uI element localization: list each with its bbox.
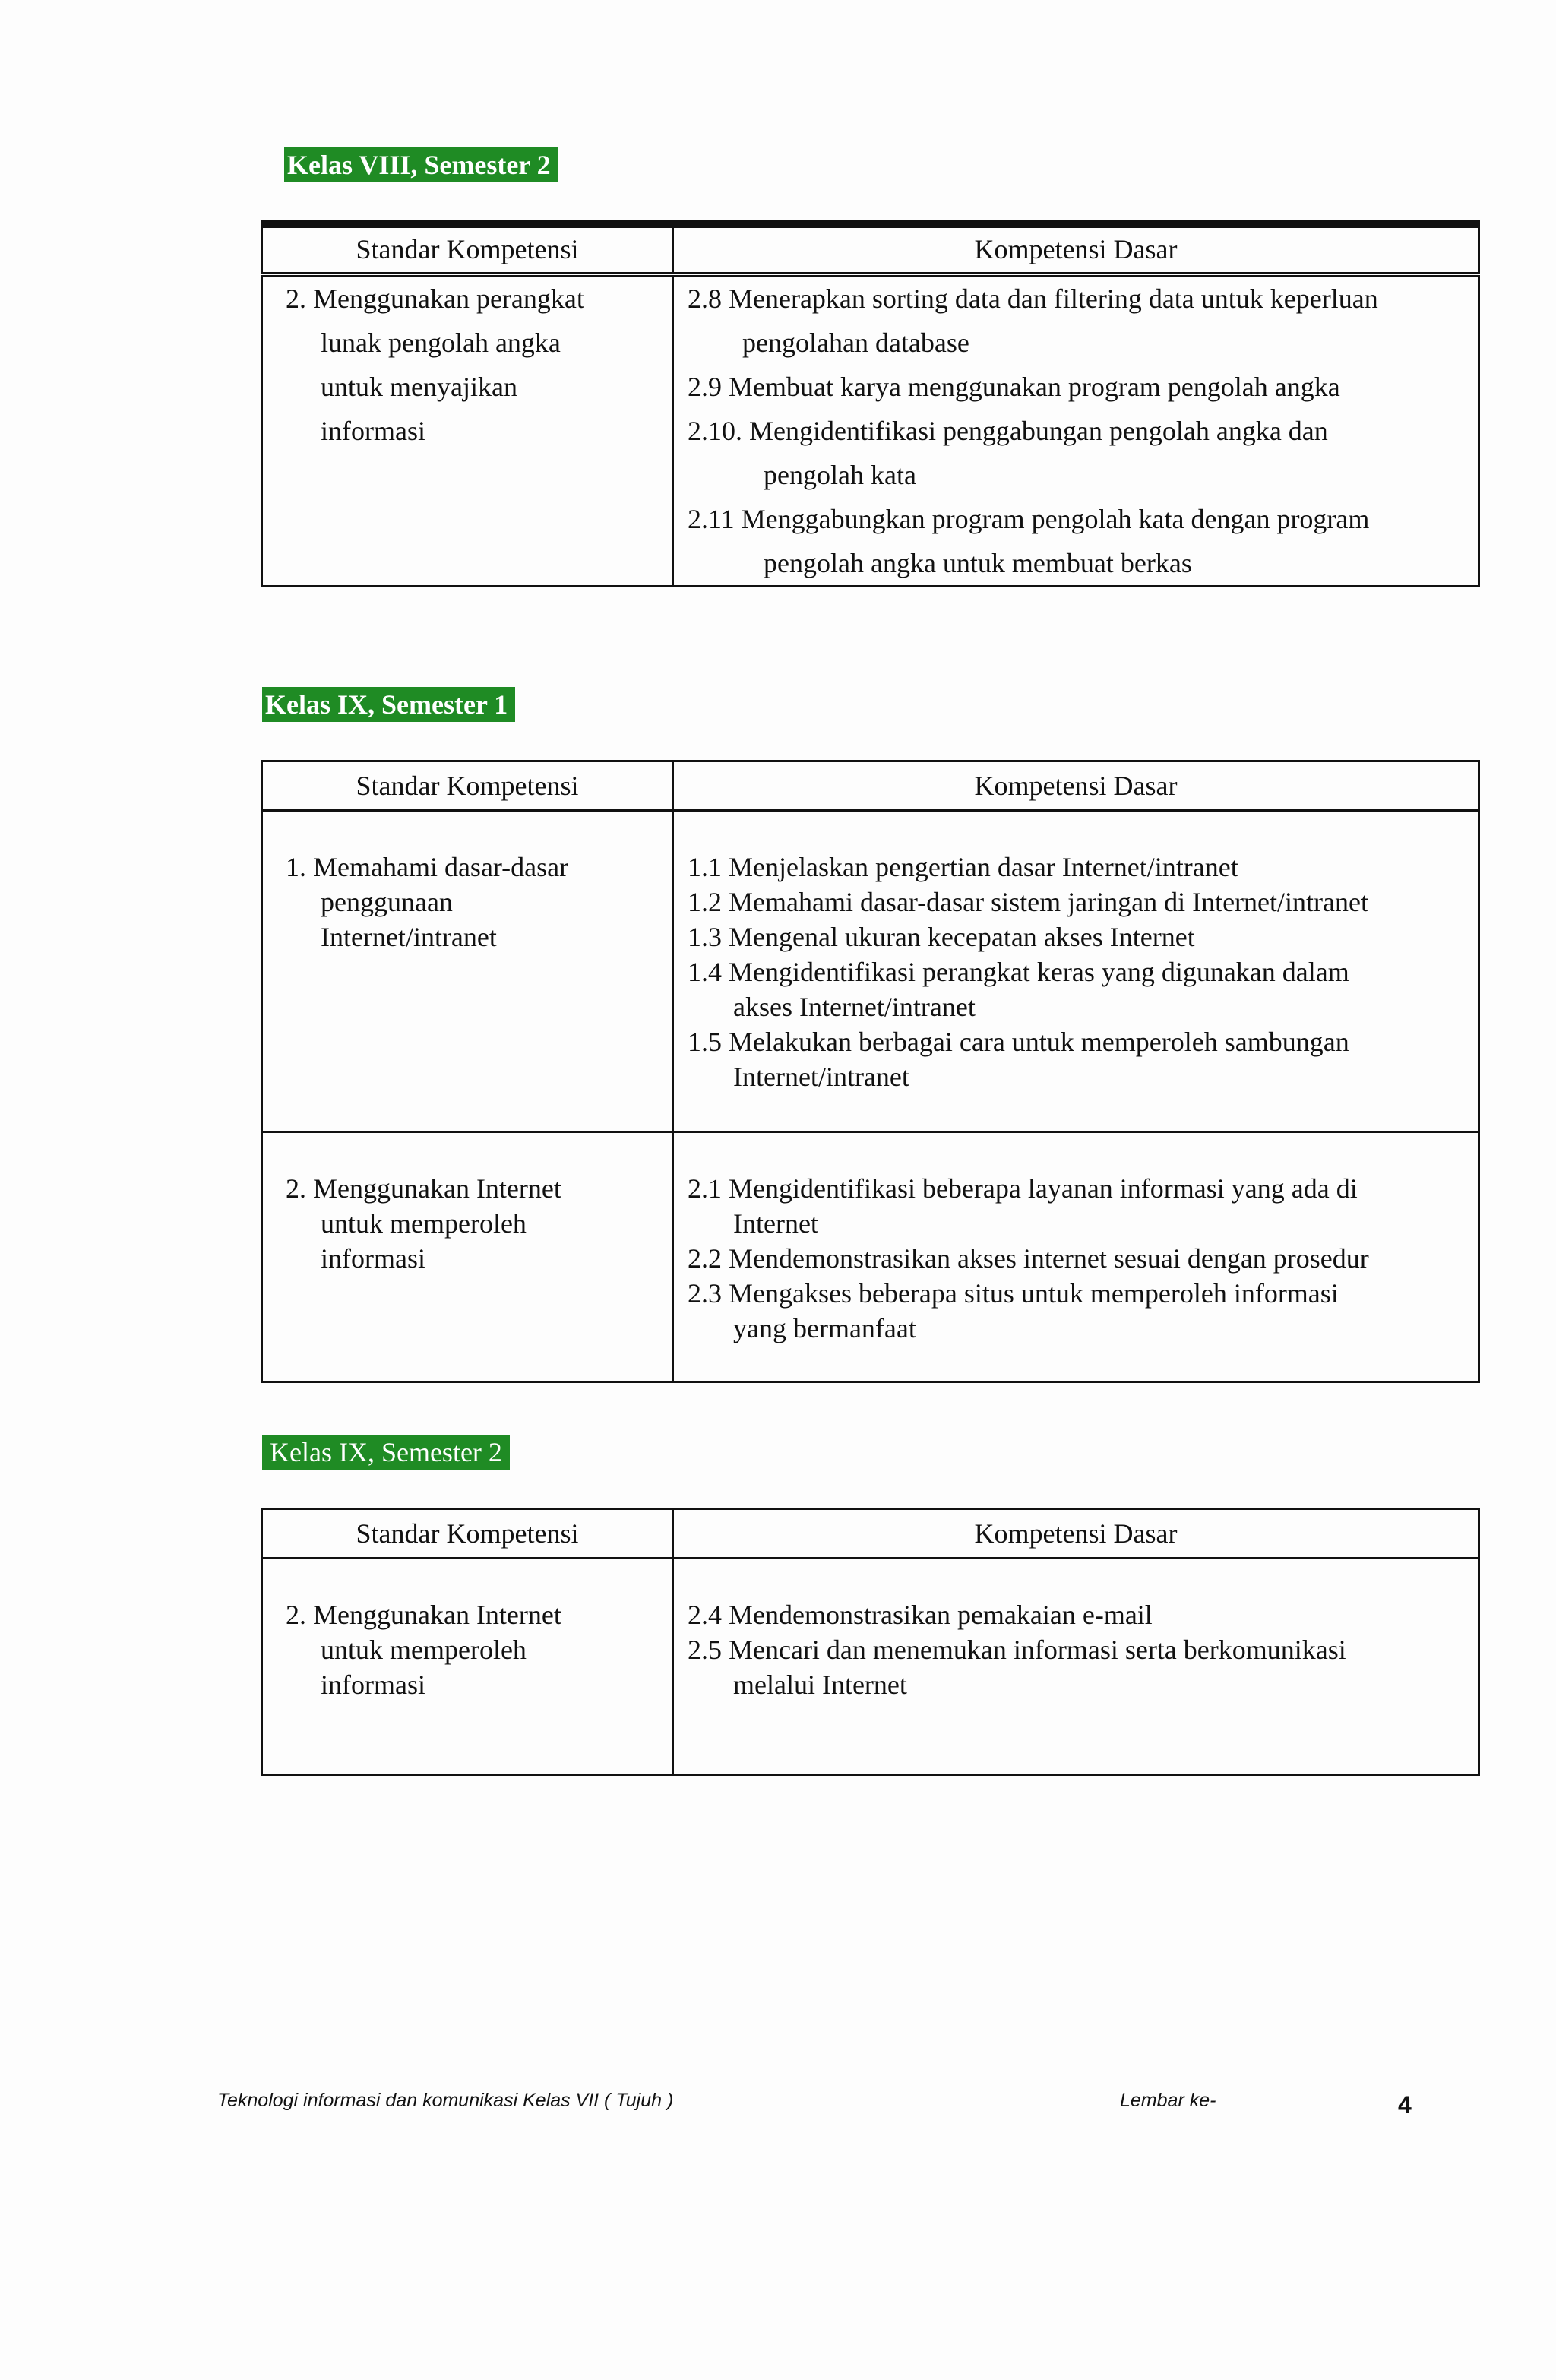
header-standar-kompetensi: Standar Kompetensi: [262, 761, 673, 811]
sk-line: 1. Memahami dasar-dasar: [286, 852, 569, 882]
sk-line: informasi: [321, 1243, 425, 1274]
kompetensi-dasar-cell: [673, 1132, 1479, 1382]
kd-line: 2.2 Mendemonstrasikan akses internet sesuai dengan prosedur: [688, 1243, 1369, 1274]
kd-line: 1.1 Menjelaskan pengertian dasar Internet/intranet: [688, 852, 1238, 882]
standar-kompetensi-cell: [262, 811, 673, 1132]
table-header-row: [262, 224, 1479, 274]
kd-line: 1.5 Melakukan berbagai cara untuk memperoleh sambungan: [688, 1027, 1349, 1057]
competency-table-kelas-ix-semester-1: [261, 760, 1480, 1383]
header-kompetensi-dasar: Kompetensi Dasar: [673, 1509, 1479, 1559]
standar-kompetensi-cell: [262, 1559, 673, 1775]
header-standar-kompetensi: Standar Kompetensi: [262, 224, 673, 274]
table-header-row: [262, 1509, 1479, 1559]
kd-line: 2.9 Membuat karya menggunakan program pengolah angka: [688, 372, 1340, 402]
section-label-kelas-ix-semester-2: Kelas IX, Semester 2: [262, 1435, 510, 1470]
kd-line: 2.4 Mendemonstrasikan pemakaian e-mail: [688, 1600, 1153, 1630]
kompetensi-dasar-cell: [673, 1559, 1479, 1775]
footer-title: Teknologi informasi dan komunikasi Kelas VII ( Tujuh ): [217, 2090, 674, 2111]
kd-line: 1.2 Memahami dasar-dasar sistem jaringan di Internet/intranet: [688, 887, 1368, 917]
table-header-row: [262, 761, 1479, 811]
kd-line: 2.3 Mengakses beberapa situs untuk memperoleh informasi: [688, 1278, 1339, 1309]
kd-line: pengolah angka untuk membuat berkas: [764, 548, 1192, 578]
footer-sheet-label: Lembar ke-: [1120, 2090, 1216, 2111]
sk-line: informasi: [321, 416, 425, 446]
sk-line: untuk memperoleh: [321, 1208, 527, 1239]
section-label-kelas-ix-semester-1: Kelas IX, Semester 1: [262, 687, 515, 722]
sk-line: 2. Menggunakan perangkat: [286, 283, 584, 314]
kd-line: pengolahan database: [742, 328, 969, 358]
standar-kompetensi-cell: [262, 1132, 673, 1382]
page-number: 4: [1398, 2091, 1412, 2119]
sk-line: untuk memperoleh: [321, 1635, 527, 1665]
sk-line: lunak pengolah angka: [321, 328, 561, 358]
header-kompetensi-dasar: Kompetensi Dasar: [673, 224, 1479, 274]
competency-table-kelas-viii-semester-2: [261, 220, 1480, 587]
header-standar-kompetensi: Standar Kompetensi: [262, 1509, 673, 1559]
kd-line: 2.5 Mencari dan menemukan informasi serta berkomunikasi: [688, 1635, 1346, 1665]
kompetensi-dasar-cell: [673, 811, 1479, 1132]
sk-line: penggunaan: [321, 887, 453, 917]
competency-table-kelas-ix-semester-2: [261, 1508, 1480, 1776]
kd-line: 2.1 Mengidentifikasi beberapa layanan informasi yang ada di: [688, 1173, 1358, 1204]
standar-kompetensi-cell: [262, 274, 673, 587]
table-row: [262, 1132, 1479, 1382]
table-row: [262, 274, 1479, 587]
kd-line: melalui Internet: [733, 1669, 907, 1700]
sk-line: 2. Menggunakan Internet: [286, 1600, 561, 1630]
kd-line: Internet/intranet: [733, 1062, 909, 1092]
section-label-kelas-viii-semester-2: Kelas VIII, Semester 2: [284, 147, 558, 182]
sk-line: 2. Menggunakan Internet: [286, 1173, 561, 1204]
kd-line: Internet: [733, 1208, 818, 1239]
kd-line: yang bermanfaat: [733, 1313, 916, 1343]
kompetensi-dasar-cell: [673, 274, 1479, 587]
sk-line: untuk menyajikan: [321, 372, 517, 402]
header-kompetensi-dasar: Kompetensi Dasar: [673, 761, 1479, 811]
sk-line: Internet/intranet: [321, 922, 497, 952]
table-row: [262, 1559, 1479, 1775]
kd-line: 2.10. Mengidentifikasi penggabungan pengolah angka dan: [688, 416, 1328, 446]
sk-line: informasi: [321, 1669, 425, 1700]
kd-line: 2.11 Menggabungkan program pengolah kata dengan program: [688, 504, 1370, 534]
kd-line: akses Internet/intranet: [733, 992, 976, 1022]
kd-line: 1.4 Mengidentifikasi perangkat keras yang digunakan dalam: [688, 957, 1349, 987]
kd-line: pengolah kata: [764, 460, 916, 490]
kd-line: 2.8 Menerapkan sorting data dan filtering data untuk keperluan: [688, 283, 1378, 314]
kd-line: 1.3 Mengenal ukuran kecepatan akses Internet: [688, 922, 1195, 952]
table-row: [262, 811, 1479, 1132]
